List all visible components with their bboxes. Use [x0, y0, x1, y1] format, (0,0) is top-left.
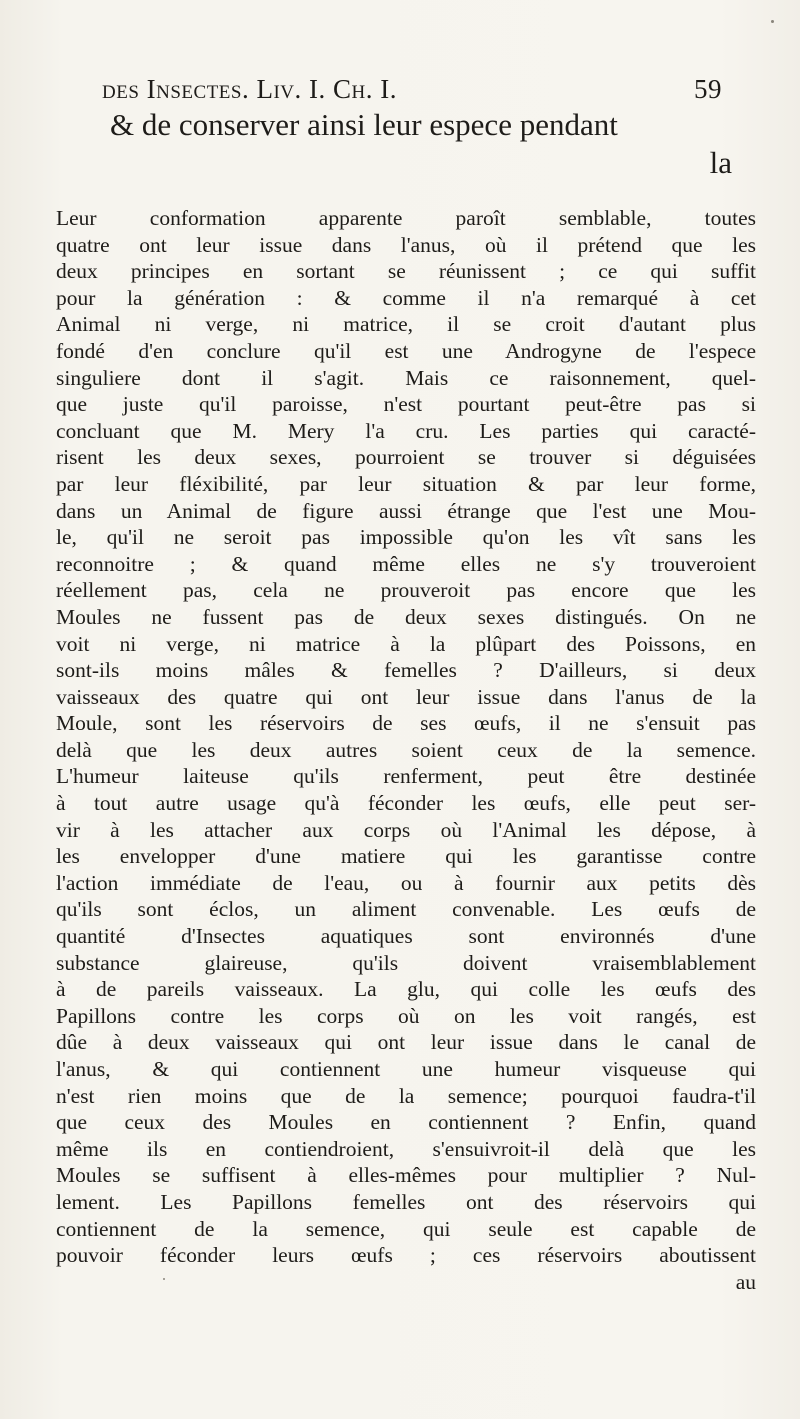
text-line: le, qu'il ne seroit pas impossible qu'on les vît sans les — [56, 525, 756, 550]
lead-line: & de conserver ainsi leur espece pendant — [110, 107, 618, 142]
text-line: qu'ils sont éclos, un aliment convenable. Les œufs de — [56, 897, 756, 922]
text-line: dûe à deux vaisseaux qui ont leur issue dans le canal de — [56, 1030, 756, 1055]
text-line: delà que les deux autres soient ceux de la semence. — [56, 737, 756, 762]
text-line: Moules se suffisent à elles-mêmes pour multiplier ? Nul- — [56, 1163, 756, 1188]
text-line: Moules ne fussent pas de deux sexes distingués. On ne — [56, 604, 756, 629]
text-line: quatre ont leur issue dans l'anus, où il prétend que les — [56, 232, 756, 257]
body-paragraph — [56, 205, 756, 1295]
running-title: des Insectes. Liv. I. Ch. I. — [102, 74, 397, 104]
text-line: Moule, sont les réservoirs de ses œufs, il ne s'ensuit pas — [56, 711, 756, 736]
text-line: dans un Animal de figure aussi étrange que l'est une Mou- — [56, 498, 756, 523]
text-line: pour la génération : & comme il n'a remarqué à cet — [56, 285, 756, 310]
text-line: les envelopper d'une matiere qui les garantisse contre — [56, 844, 756, 869]
text-line: que ceux des Moules en contiennent ? Enfin, quand — [56, 1110, 756, 1135]
text-line: fondé d'en conclure qu'il est une Androgyne de l'espece — [56, 338, 756, 363]
text-line: Animal ni verge, ni matrice, il se croit d'autant plus — [56, 312, 756, 337]
text-line: Leur conformation apparente paroît semblable, toutes — [56, 206, 756, 230]
text-line: n'est rien moins que de la semence; pourquoi faudra-t'il — [56, 1083, 756, 1108]
text-line: lement. Les Papillons femelles ont des réservoirs qui — [56, 1189, 756, 1214]
text-line: à tout autre usage qu'à féconder les œufs, elle peut ser- — [56, 791, 756, 816]
text-line: pouvoir féconder leurs œufs ; ces réservoirs aboutissent — [56, 1243, 756, 1268]
lead-line-catchword: la — [709, 145, 732, 180]
text-line: L'humeur laiteuse qu'ils renferment, peut être destinée — [56, 764, 756, 789]
text-line: réellement pas, cela ne prouveroit pas encore que les — [56, 578, 756, 603]
catchword: au — [735, 1269, 756, 1294]
paper-speck — [163, 1278, 165, 1280]
text-line: Papillons contre les corps où on les voit rangés, est — [56, 1003, 756, 1028]
text-line: l'action immédiate de l'eau, ou à fournir aux petits dès — [56, 870, 756, 895]
text-line: l'anus, & qui contiennent une humeur visqueuse qui — [56, 1057, 756, 1081]
text-line: sont-ils moins mâles & femelles ? D'ailleurs, si deux — [56, 658, 756, 683]
carried-over-text — [110, 106, 730, 182]
text-line: singuliere dont il s'agit. Mais ce raisonnement, quel- — [56, 365, 756, 390]
text-line: quantité d'Insectes aquatiques sont environnés d'une — [56, 924, 756, 949]
text-line: risent les deux sexes, pourroient se trouver si déguisées — [56, 445, 756, 470]
text-line: concluant que M. Mery l'a cru. Les parties qui caracté- — [56, 418, 756, 443]
text-line: reconnoitre ; & quand même elles ne s'y trouveroient — [56, 551, 756, 576]
text-line: par leur fléxibilité, par leur situation & par leur forme, — [56, 471, 756, 496]
paper-speck — [771, 20, 774, 23]
text-line: substance glaireuse, qu'ils doivent vraisemblablement — [56, 950, 756, 975]
text-line: vir à les attacher aux corps où l'Animal les dépose, à — [56, 817, 756, 842]
page-number: 59 — [694, 74, 722, 104]
text-line: voit ni verge, ni matrice à la plûpart des Poissons, en — [56, 631, 756, 656]
text-line: vaisseaux des quatre qui ont leur issue dans l'anus de la — [56, 684, 756, 709]
text-line: deux principes en sortant se réunissent ; ce qui suffit — [56, 259, 756, 284]
text-line: que juste qu'il paroisse, n'est pourtant peut-être pas si — [56, 392, 756, 417]
text-line: même ils en contiendroient, s'ensuivroit-il delà que les — [56, 1136, 756, 1161]
text-line: à de pareils vaisseaux. La glu, qui colle les œufs des — [56, 977, 756, 1002]
text-line: contiennent de la semence, qui seule est capable de — [56, 1216, 756, 1241]
